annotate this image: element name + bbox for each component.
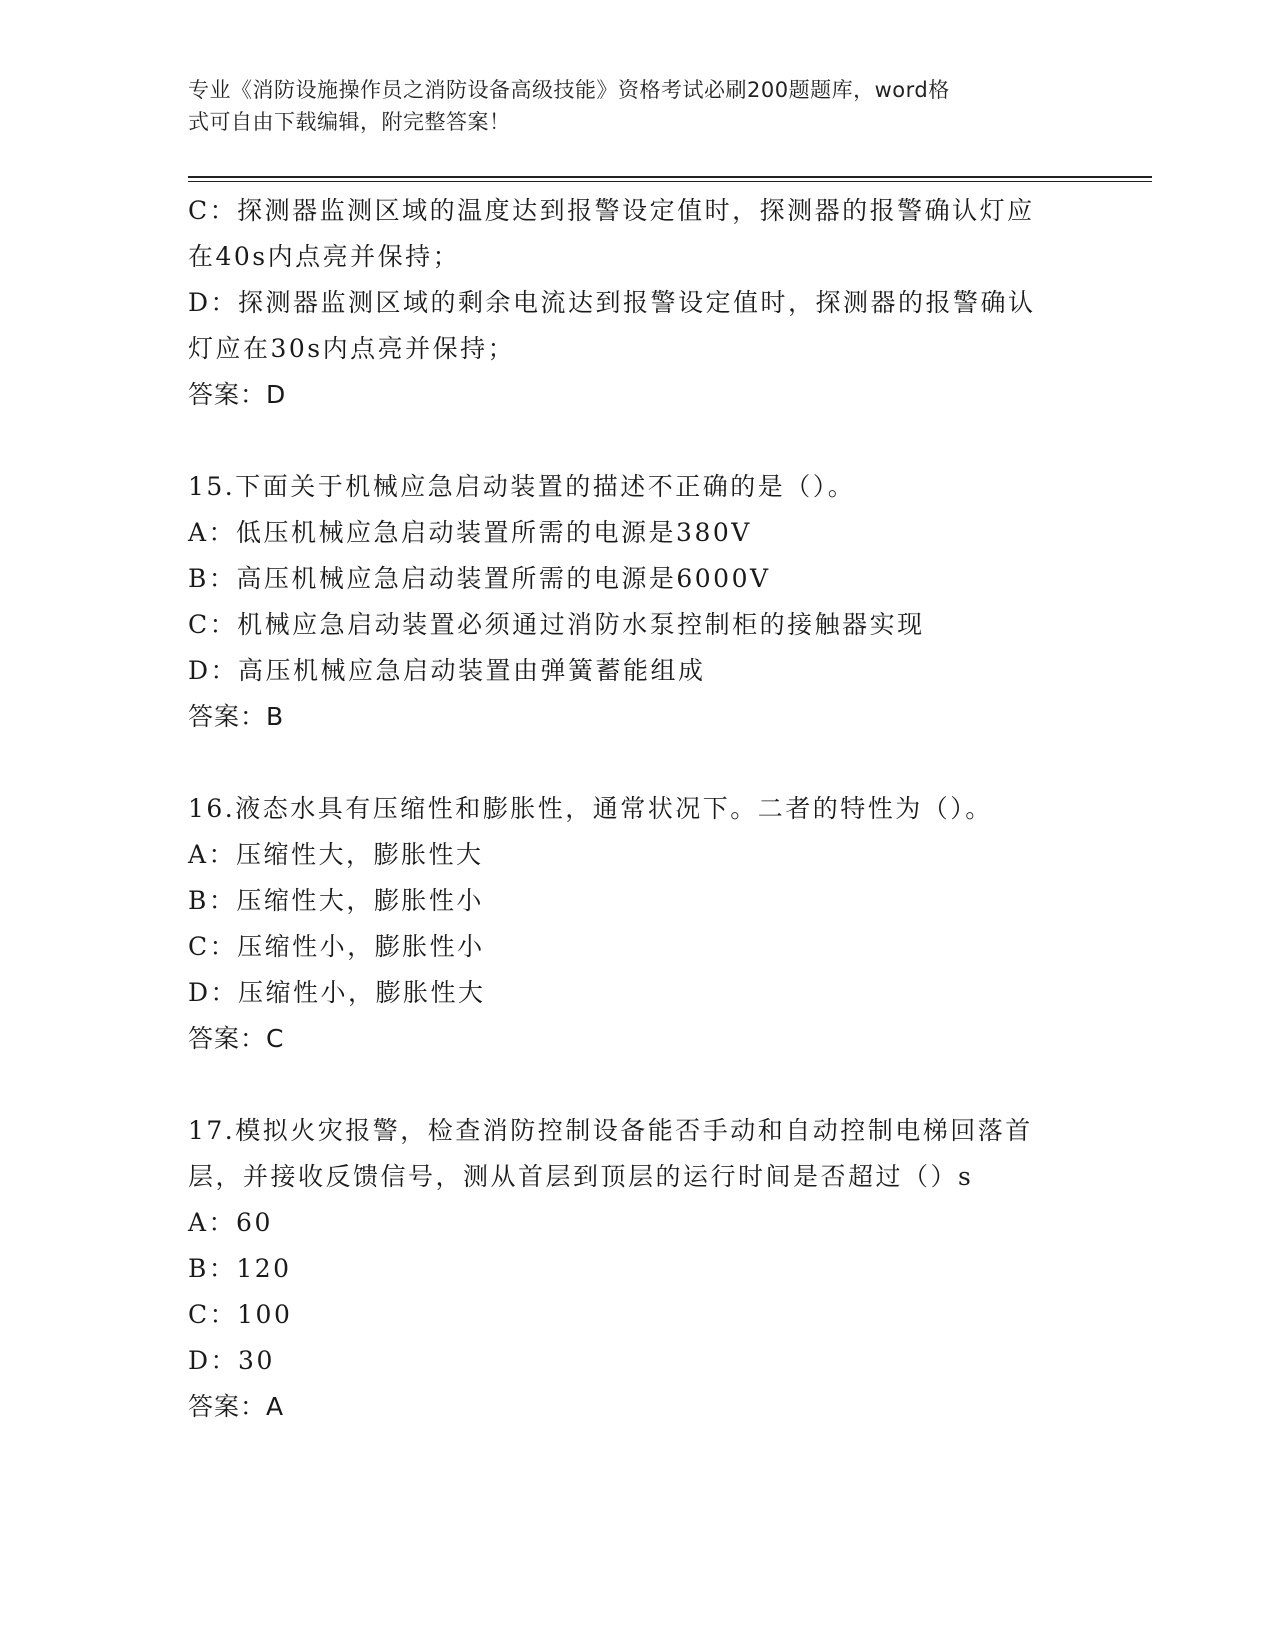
option-b: B：120 [188, 1254, 292, 1283]
question-16 [188, 786, 1088, 1062]
option-c: C：机械应急启动装置必须通过消防水泵控制柜的接触器实现 [188, 610, 925, 639]
answer-line: 答案：B [188, 702, 285, 731]
option-b: B：压缩性大，膨胀性小 [188, 886, 484, 915]
question-content [188, 188, 1088, 1430]
question-14-continued [188, 188, 1088, 418]
option-c: C：压缩性小，膨胀性小 [188, 932, 485, 961]
spacer [188, 1062, 1088, 1108]
answer-line: 答案：C [188, 1024, 285, 1053]
header-divider-thin [188, 181, 1152, 182]
question-stem-line-2: 层，并接收反馈信号，测从首层到顶层的运行时间是否超过（）s [188, 1162, 974, 1191]
option-a: A：低压机械应急启动装置所需的电源是380V [188, 518, 752, 547]
option-c: C：100 [188, 1300, 293, 1329]
question-stem: 15.下面关于机械应急启动装置的描述不正确的是（）。 [188, 472, 856, 501]
question-stem: 16.液态水具有压缩性和膨胀性，通常状况下。二者的特性为（）。 [188, 794, 993, 823]
spacer [188, 740, 1088, 786]
question-15 [188, 464, 1088, 740]
option-d: D：压缩性小，膨胀性大 [188, 978, 486, 1007]
option-d: D：30 [188, 1346, 275, 1375]
option-d: D：高压机械应急启动装置由弹簧蓄能组成 [188, 656, 706, 685]
option-b: B：高压机械应急启动装置所需的电源是6000V [188, 564, 771, 593]
option-d-line-2: 灯应在30s内点亮并保持； [188, 334, 516, 363]
document-header [188, 74, 1068, 138]
option-d-line-1: D：探测器监测区域的剩余电流达到报警设定值时，探测器的报警确认 [188, 288, 1036, 317]
header-divider-thick [188, 176, 1152, 178]
answer-line: 答案：D [188, 380, 287, 409]
spacer [188, 418, 1088, 464]
answer-line: 答案：A [188, 1392, 285, 1421]
option-c-line-2: 在40s内点亮并保持； [188, 242, 461, 271]
header-line-2: 式可自由下载编辑，附完整答案！ [188, 110, 511, 134]
option-a: A：压缩性大，膨胀性大 [188, 840, 484, 869]
question-stem-line-1: 17.模拟火灾报警，检查消防控制设备能否手动和自动控制电梯回落首 [188, 1116, 1033, 1145]
option-a: A：60 [188, 1208, 273, 1237]
header-line-1: 专业《消防设施操作员之消防设备高级技能》资格考试必刷200题题库，word格 [188, 78, 950, 102]
option-c-line-1: C：探测器监测区域的温度达到报警设定值时，探测器的报警确认灯应 [188, 196, 1035, 225]
question-17 [188, 1108, 1088, 1430]
